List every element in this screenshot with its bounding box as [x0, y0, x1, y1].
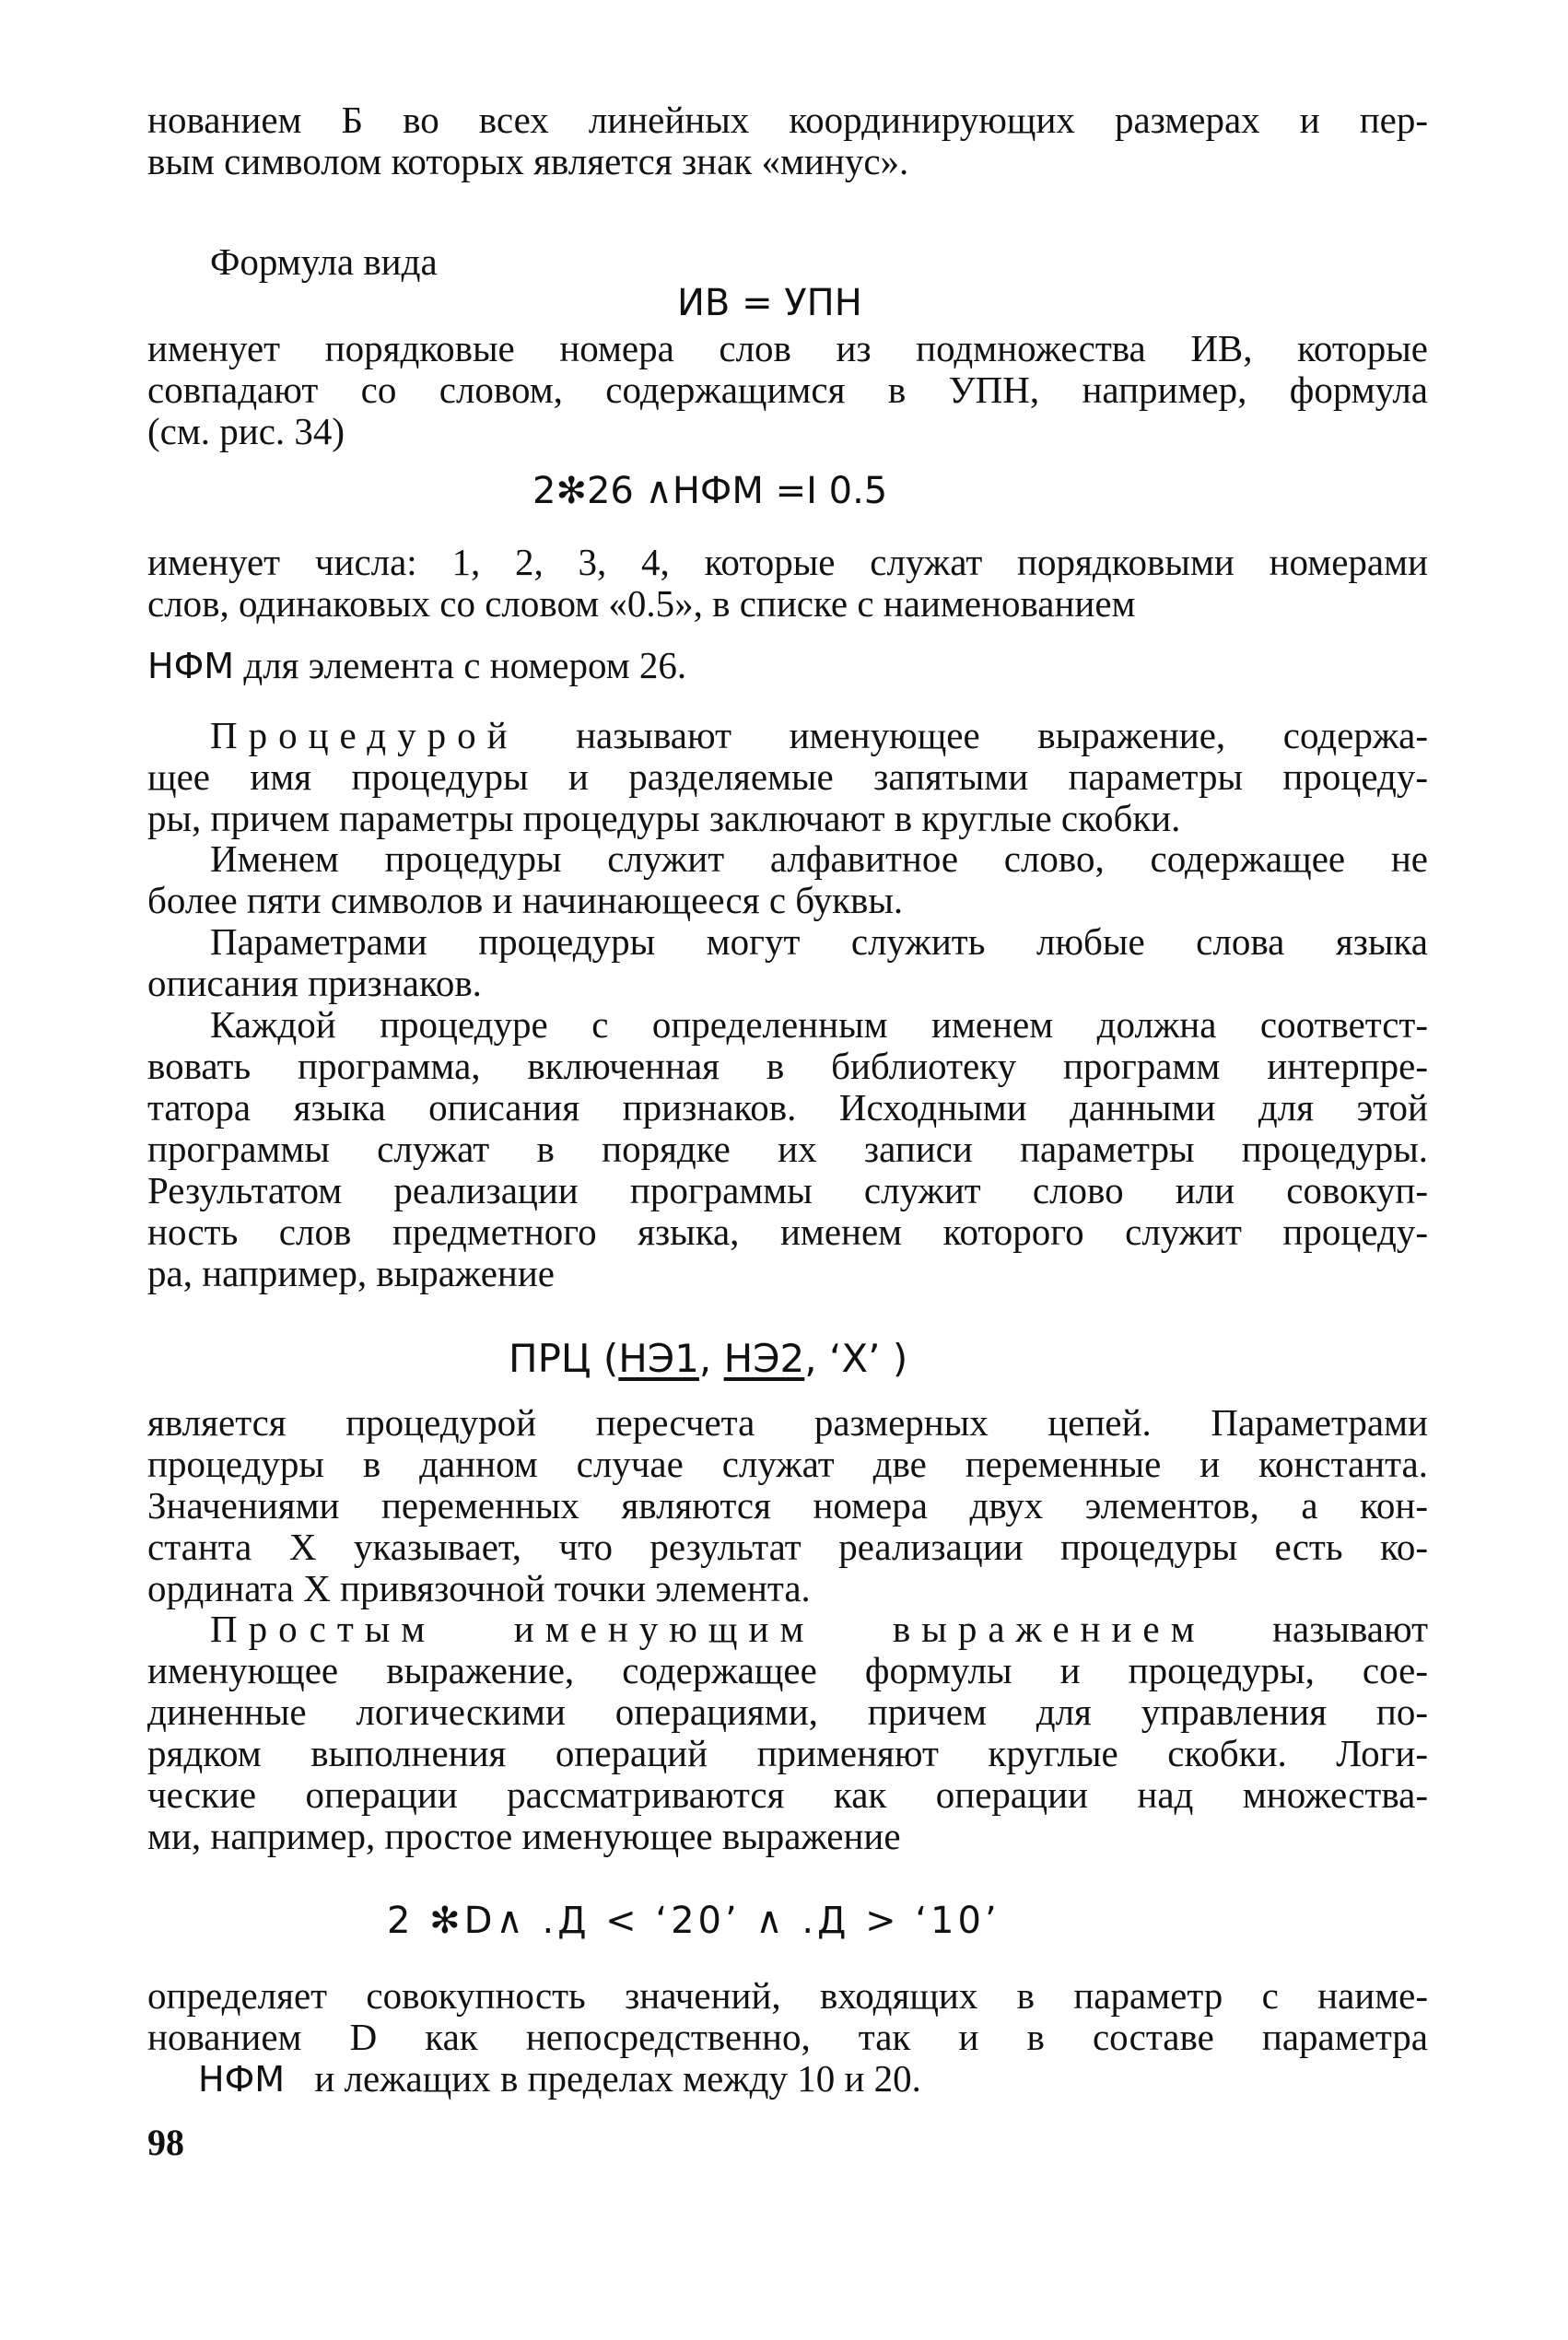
paragraph-procedure-name: [147, 838, 1428, 921]
param-ne2: НЭ2: [723, 1336, 805, 1381]
text-line: более пяти символов и начинающееся с буквы.: [147, 879, 904, 921]
paragraph-procedure-params: [147, 921, 1428, 1004]
text-line: слов, одинаковых со словом «0.5», в списке с наименованием: [147, 582, 1136, 625]
page-number: 98: [147, 2122, 184, 2163]
text-line: ность слов предметного языка, именем которого служит процеду-: [147, 1211, 1428, 1253]
text-line: ми, например, простое именующее выражение: [147, 1815, 901, 1857]
text-line: вовать программа, включенная в библиотеку программ интерпре-: [147, 1045, 1428, 1087]
text-line: щее имя процедуры и разделяемые запятыми параметры процеду-: [147, 755, 1428, 798]
text-line: ра, например, выражение: [147, 1252, 555, 1294]
formula-simple-expression: 2 ✻D∧ .Д < ‘20’ ∧ .Д > ‘10’: [387, 1900, 1000, 1942]
nfm-code: НФМ: [198, 2059, 286, 2100]
text-line: Значениями переменных являются номера двух элементов, а кон-: [147, 1484, 1428, 1527]
paragraph-formula4: [147, 1975, 1428, 2100]
text-line: нованием Б во всех линейных координирующих размерах и пер-: [147, 99, 1428, 141]
nfm-line: [147, 645, 1428, 687]
param-x: ‘X’: [829, 1336, 881, 1381]
text-fragment: называют: [1272, 1608, 1429, 1650]
text-line: описания признаков.: [147, 962, 482, 1004]
text-line: вым символом которых является знак «минус».: [147, 140, 909, 182]
text-line: Каждой процедуре с определенным именем должна соответст-: [210, 1003, 1428, 1046]
text-line: определяет совокупность значений, входящих в параметр с наиме-: [147, 1974, 1428, 2017]
term-simple-expression: Простым именующим выражением: [210, 1608, 1206, 1650]
text-line: нованием D как непосредственно, так и в составе параметра: [147, 2016, 1428, 2058]
text-line: именует порядковые номера слов из подмножества ИВ, которые: [147, 327, 1428, 369]
text-line: Формула вида: [210, 240, 438, 283]
param-ne1: НЭ1: [618, 1336, 699, 1381]
text-line: Параметрами процедуры могут служить любые слова языка: [210, 920, 1428, 963]
paragraph-formula3: [147, 1402, 1428, 1609]
paragraph-intro: [147, 99, 1428, 182]
formula-procedure: [509, 1336, 907, 1381]
formula-nfm-26: 2✻26 ∧НФМ =І 0.5: [532, 470, 888, 512]
text-fragment: называют именующее выражение, содержа-: [576, 714, 1429, 756]
text-line: ордината X привязочной точки элемента.: [147, 1567, 811, 1609]
close-paren: ): [892, 1336, 908, 1381]
text-line: именующее выражение, содержащее формулы и процедуры, сое-: [147, 1649, 1428, 1691]
paragraph-formula1: [147, 328, 1428, 452]
text-line: рядком выполнения операций применяют круглые скобки. Логи-: [147, 1732, 1428, 1774]
term-procedure: Процедурой: [210, 714, 519, 756]
text-line: совпадают со словом, содержащимся в УПН, например, формула: [147, 369, 1428, 411]
text-line: (см. рис. 34): [147, 410, 345, 452]
nfm-text: для элемента с номером 26.: [243, 644, 687, 686]
text-line: является процедурой пересчета размерных цепей. Параметрами: [147, 1401, 1428, 1444]
paragraph-procedure-program: [147, 1004, 1428, 1294]
paragraph-formula2: [147, 542, 1428, 625]
comma: ,: [698, 1336, 712, 1381]
text-line: ры, причем параметры процедуры заключают в круглые скобки.: [147, 797, 1181, 839]
paragraph-procedure-def: [147, 715, 1428, 839]
text-line: диненные логическими операциями, причем для управления по-: [147, 1691, 1428, 1733]
text-line: именует числа: 1, 2, 3, 4, которые служат порядковыми номерами: [147, 541, 1428, 583]
nfm-code: НФМ: [147, 646, 235, 686]
paragraph-simple-expr: [147, 1609, 1428, 1857]
comma: ,: [804, 1336, 817, 1381]
text-fragment: и лежащих в пределах между 10 и 20.: [314, 2057, 921, 2100]
text-line: Результатом реализации программы служит слово или совокуп-: [147, 1169, 1428, 1211]
text-line: ческие операции рассматриваются как операции над множества-: [147, 1773, 1428, 1816]
formula-intro: [210, 241, 1491, 283]
text-line: татора языка описания признаков. Исходными данными для этой: [147, 1086, 1428, 1129]
text-line: станта X указывает, что результат реализации процедуры есть ко-: [147, 1526, 1428, 1568]
procedure-name: ПРЦ: [509, 1336, 591, 1381]
text-line: процедуры в данном случае служат две переменные и константа.: [147, 1443, 1428, 1485]
text-line: программы служат в порядке их записи параметры процедуры.: [147, 1128, 1428, 1170]
text-line: Именем процедуры служит алфавитное слово, содержащее не: [210, 837, 1428, 880]
open-paren: (: [603, 1336, 619, 1381]
formula-iv-upn: ИВ = УПН: [677, 282, 862, 324]
